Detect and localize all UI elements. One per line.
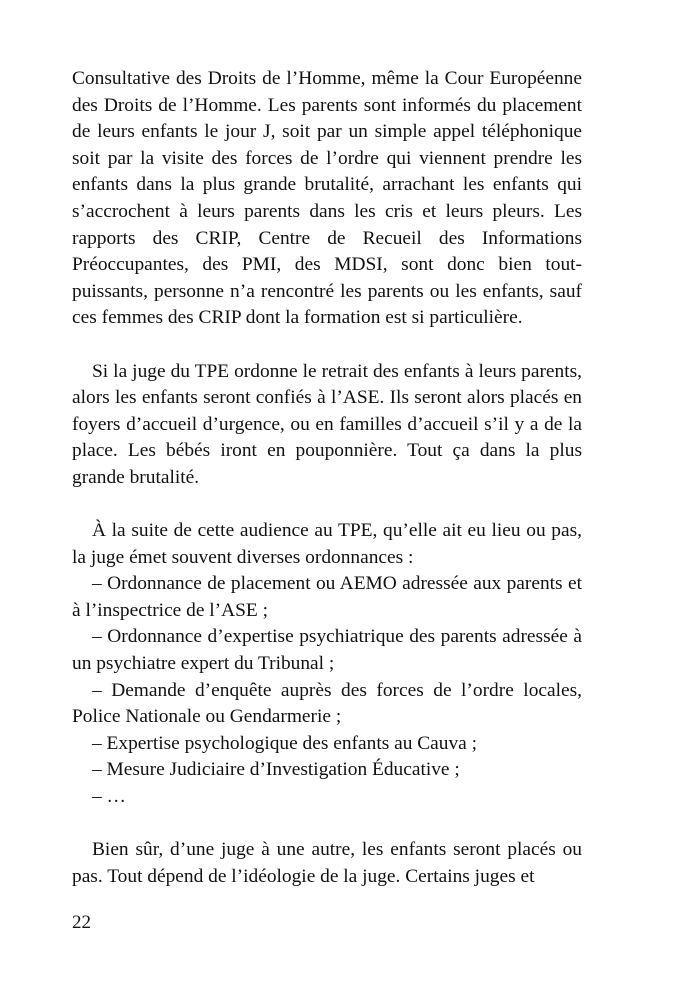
list-item: – Ordonnance de placement ou AEMO adressée aux parents et à l’inspectrice de l’ASE ; [72, 573, 582, 621]
list-item: – Demande d’enquête auprès des forces de l’ordre locales, Police Nationale ou Gendarmerie ; [72, 679, 582, 728]
list-item: – Ordonnance d’expertise psychiatrique des parents adressée à un psychiatre expert du Tribunal ; [72, 626, 582, 675]
page-number: 22 [72, 912, 91, 933]
paragraph-gap [72, 332, 582, 359]
page-body [72, 66, 582, 890]
list-item: – Expertise psychologique des enfants au Cauva ; [92, 732, 478, 754]
list-item: – … [92, 786, 126, 808]
paragraph-ideologie: Bien sûr, d’une juge à une autre, les enfants seront placés ou pas. Tout dépend de l’idéologie de la juge. Certains juges et [72, 839, 582, 887]
paragraph-gap [72, 492, 582, 519]
paragraph-retrait: Si la juge du TPE ordonne le retrait des enfants à leurs parents, alors les enfants seront confiés à l’ASE. Ils seront alors placés en foyers d’accueil d’urgence, ou en familles d’accueil s’il y a de la place. Les bébés iront en pouponnière. Tout ça dans la plus grande brutalité. [72, 360, 582, 488]
paragraph-gap [72, 811, 582, 838]
ordonnances-list [72, 571, 582, 810]
list-item: – Mesure Judiciaire d’Investigation Éducative ; [92, 759, 460, 781]
paragraph-ordonnances: À la suite de cette audience au TPE, qu’elle ait eu lieu ou pas, la juge émet souvent diverses ordonnances : [72, 520, 582, 568]
paragraph-intro: Consultative des Droits de l’Homme, même la Cour Européenne des Droits de l’Homme. Les parents sont informés du placement de leurs enfants le jour J, soit par un simple appel téléphonique soit par la visite des forces de l’ordre qui viennent prendre les enfants dans la plus grande brutalité, arrachant les enfants qui s’accrochent à leurs parents dans les cris et leurs pleurs. Les rapports des CRIP, Centre de Recueil des Informations Préoccupantes, des PMI, des MDSI, sont donc bien tout-puissants, personne n’a rencontré les parents ou les enfants, sauf ces femmes des CRIP dont la formation est si particulière. [72, 68, 582, 329]
